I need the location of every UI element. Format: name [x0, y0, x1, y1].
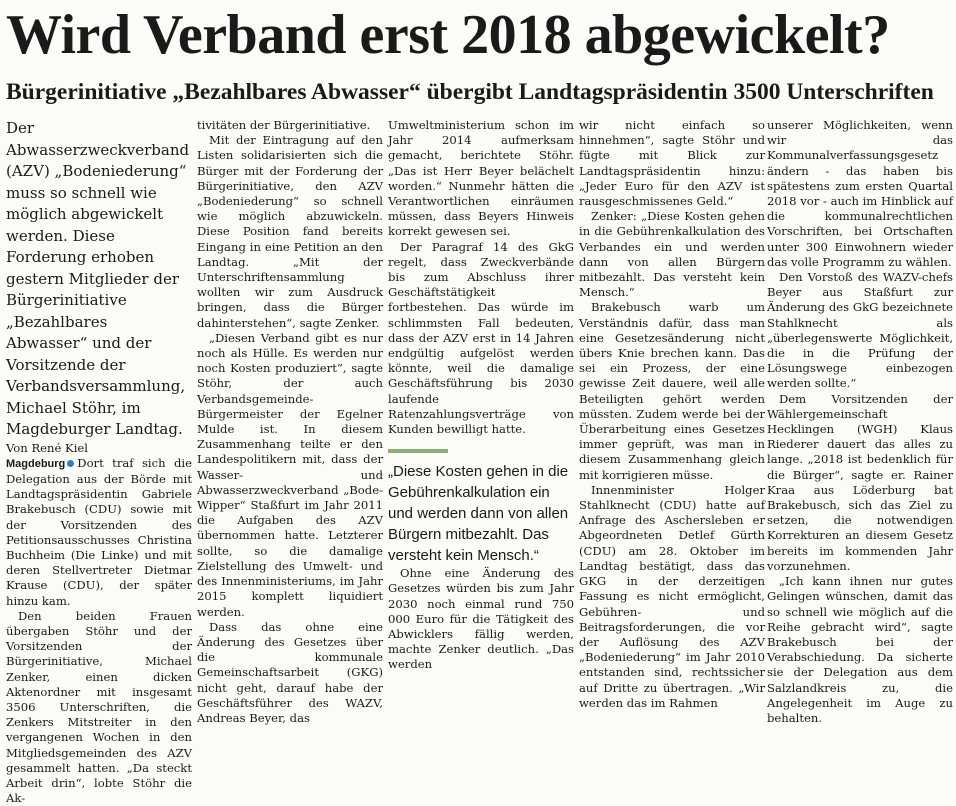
paragraph: Dass das ohne eine Änderung des Gesetzes über die kommunale Gemeinschaftsarbeit (GKG) nicht geht, darauf habe der Geschäftsführer des WAZV, Andreas Beyer, das [197, 619, 383, 725]
column-5 [767, 118, 953, 726]
byline: Von René Kiel [6, 440, 88, 455]
paragraph: „Ich kann ihnen nur gutes Gelingen wünschen, damit das so schnell wie möglich auf die Reihe gebracht wird“, sagte Brakebusch bei der Verabschiedung. Da sicherte sie der Delegation aus dem Salzlandkreis zu, die Angelegenheit im Auge zu behalten. [767, 574, 953, 725]
dateline-dot-icon [67, 460, 74, 467]
headline: Wird Verband erst 2018 abgewickelt? [6, 4, 890, 66]
pull-quote-rule [388, 449, 448, 453]
paragraph: „Diesen Verband gibt es nur noch als Hülle. Es werden nur noch Kosten produziert“, sagte Stöhr, der auch Verbandsgemeinde-Bürgermeister der Egelner Mulde ist. In diesem Zusammenhang teilte er den Landespolitikern mit, dass der Wasser- und Abwasserzweckverband „Bode-Wipper“ Staßfurt im Jahr 2011 die Aufgaben des AZV übernommen hatte. Letzterer sollte, so die damalige Zielstellung des Umwelt- und des Innenministeriums, im Jahr 2015 komplett liquidiert werden. [197, 330, 383, 619]
column-3 [388, 118, 574, 673]
paragraph: Ohne eine Änderung des Gesetzes würden bis zum Jahr 2030 noch einmal rund 750 000 Euro für die Tätigkeit des Abwicklers fällig werden, machte Zenker deutlich. „Das werden [388, 566, 574, 672]
subheadline: Bürgerinitiative „Bezahlbares Abwasser“ übergibt Landtagspräsidentin 3500 Unterschriften [6, 79, 934, 105]
paragraph: Umweltministerium schon im Jahr 2014 aufmerksam gemacht, berichtete Stöhr. „Das ist Herr Beyer belächelt worden.“ Nunmehr hätten die Verantwortlichen einräumen müssen, dass Beyers Hinweis korrekt gewesen sei. [388, 118, 574, 239]
paragraph: Den beiden Frauen übergaben Stöhr und der Vorsitzenden der Bürgerinitiative, Michael Zenker, einen dicken Aktenordner mit insgesamt 3506 Unterschriften, die Zenkers Mitstreiter in den vergangenen Wochen in den Mitgliedsgemeinden des AZV gesammelt hatten. „Da steckt Arbeit drin“, lobte Stöhr die Ak- [6, 608, 192, 806]
paragraph: Innenminister Holger Stahlknecht (CDU) hatte auf Anfrage des Aschersleben er Abgeordneten Detlef Gürth (CDU) am 28. Oktober im Landtag bestätigt, dass das GKG in der derzeitigen Fassung es nicht ermöglicht, Gebühren- und Beitragsforderungen, die vor der Auflösung des AZV „Bodeniederung“ im Jahr 2010 entstanden sind, rechtssicher auf Dritte zu übertragen. „Wir werden das im Rahmen [579, 482, 765, 710]
paragraph: Mit der Eintragung auf den Listen solidarisierten sich die Bürger mit der Forderung der Bürgerinitiative, den AZV „Bodeniederung“ so schnell wie möglich abzuwickeln. Diese Position fand bereits Eingang in eine Petition an den Landtag. „Mit der Unterschriftensammlung wollten wir zum Ausdruck bringen, dass die Bürger dahinterstehen“, sagte Zenker. [197, 133, 383, 330]
pull-quote: „Diese Kosten gehen in die Gebührenkalkulation ein und werden dann von allen Bürgern mitbezahlt. Das versteht kein Mensch.“ [388, 463, 569, 565]
column-4 [579, 118, 765, 711]
teaser: Der Abwasserzweckverband (AZV) „Bodeniederung“ muss so schnell wie möglich abgewickelt werden. Diese Forderung erhoben gestern Mitglieder der Bürgerinitiative „Bezahlbares Abwasser“ und der Vorsitzende der Verbandsversammlung, Michael Stöhr, im Magdeburger Landtag. [6, 119, 190, 438]
paragraph: Den Vorstoß des WAZV-chefs Beyer aus Staßfurt zur Änderung des GkG bezeichnete Stahlknecht als „überlegenswerte Möglichkeit, die in die Prüfung der Lösungswege einbezogen werden sollte.“ [767, 270, 953, 391]
paragraph: tivitäten der Bürgerinitiative. [197, 118, 371, 132]
paragraph: unserer Möglichkeiten, wenn wir das Kommunalverfassungsgesetz ändern - das haben bis spätestens zum ersten Quartal 2018 vor - auch im Hinblick auf die kommunalrechtlichen Vorschriften, bei Ortschaften unter 300 Einwohnern wieder das volle Programm zu wählen. [767, 118, 953, 269]
dateline: Magdeburg [6, 457, 66, 470]
paragraph: Magdeburg Dort traf sich die Delegation aus der Börde mit Landtagspräsidentin Gabriele Brakebusch (CDU) sowie mit der Vorsitzenden des Petitionsausschusses Christina Buchheim (Die Linke) und mit deren Stellvertreter Dietmar Krause (CDU), der später hinzu kam. [6, 455, 192, 608]
paragraph: Der Paragraf 14 des GkG regelt, dass Zweckverbände bis zum Abschluss ihrer Geschäftstätigkeit fortbestehen. Das würde im schlimmsten Fall bedeuten, dass der AZV erst in 14 Jahren endgültig aufgelöst werden könnte, weil die damalige Geschäftsführung bis 2030 laufende Ratenzahlungsverträge von Kunden bewilligt hatte. [388, 239, 574, 437]
paragraph: Brakebusch warb um Verständnis dafür, dass man eine Gesetzesänderung nicht übers Knie brechen kann. Das sei ein Prozess, der eine gewisse Zeit dauere, weil alle Beteiligten gehört werden müssten. Zudem werde bei der Überarbeitung eines Gesetzes immer geprüft, was man in diesem Zusammenhang gleich mit korrigieren müsse. [579, 300, 765, 482]
column-2 [197, 118, 383, 726]
paragraph: wir nicht einfach so hinnehmen“, sagte Stöhr und fügte mit Blick zur Landtagspräsidentin hinzu: „Jeder Euro für den AZV ist rausgeschmissenes Geld.“ [579, 118, 765, 209]
paragraph: Dem Vorsitzenden der Wählergemeinschaft Hecklingen (WGH) Klaus Riederer dauert das alles zu lange. „2018 ist bedenklich für die Bürger“, sagte er. Rainer Kraa aus Löderburg bat Brakebusch, sich das Ziel zu setzen, die notwendigen Korrekturen an diesem Gesetz bereits im kommenden Jahr vorzunehmen. [767, 391, 953, 573]
column-1 [6, 118, 192, 806]
paragraph: Zenker: „Diese Kosten gehen in die Gebührenkalkulation des Verbandes ein und werden dann von allen Bürgern mitbezahlt. Das versteht kein Mensch.“ [579, 209, 765, 300]
